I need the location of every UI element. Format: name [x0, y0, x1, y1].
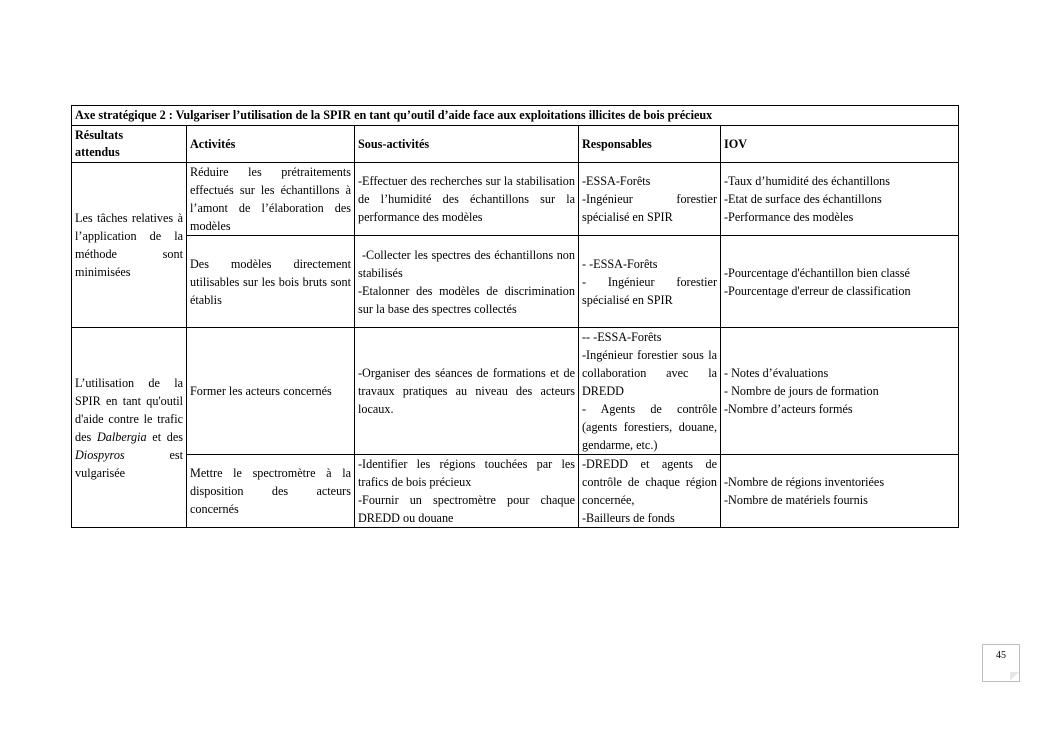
- iov-item: - Nombre de jours de formation: [724, 384, 879, 398]
- responsable-item: -- -ESSA-Forêts: [582, 330, 662, 344]
- responsables-cell: [579, 163, 721, 236]
- iov-item: -Performance des modèles: [724, 210, 854, 224]
- responsable-item: - Ingénieur forestier spécialisé en SPIR: [582, 274, 717, 307]
- sub-activity-item: -Identifier les régions touchées par les trafics de bois précieux: [358, 457, 575, 489]
- iov-item: - Notes d’évaluations: [724, 366, 829, 380]
- activity-cell: Former les acteurs concernés: [187, 328, 355, 455]
- sub-activity-cell: [355, 236, 579, 328]
- iov-item: -Pourcentage d'échantillon bien classé: [724, 265, 910, 280]
- responsables-cell: [579, 455, 721, 528]
- responsable-item: - Agents de contrôle (agents forestiers, douane, gendarme, etc.): [582, 402, 717, 452]
- page-number: 45: [996, 650, 1006, 661]
- header-sous-activites: Sous-activités: [355, 126, 579, 163]
- activity-cell: Mettre le spectromètre à la disposition des acteurs concernés: [187, 455, 355, 528]
- responsable-item: -Bailleurs de fonds: [582, 511, 675, 525]
- header-resultats-line2: attendus: [75, 145, 120, 159]
- result-text: L’utilisation de la SPIR en tant qu'outil d'aide contre le trafic des: [75, 375, 183, 444]
- header-iov: IOV: [721, 126, 959, 163]
- responsables-cell: [579, 328, 721, 455]
- responsables-cell: [579, 236, 721, 328]
- table-row: [72, 328, 959, 455]
- header-resultats-line1: Résultats: [75, 128, 124, 142]
- result-cell: [72, 328, 187, 528]
- responsable-item: -Ingénieur forestier spécialisé en SPIR: [582, 192, 717, 224]
- result-cell: Les tâches relatives à l’application de la méthode sont minimisées: [72, 163, 187, 328]
- header-resultats: [72, 126, 187, 163]
- responsable-item: - -ESSA-Forêts: [582, 256, 658, 271]
- result-species-diospyros: Diospyros: [75, 447, 125, 462]
- sub-activity-cell: [355, 455, 579, 528]
- sub-activity-item: -Collecter les spectres des échantillons non stabilisés: [358, 247, 575, 280]
- strategic-axis-table: [71, 105, 959, 528]
- result-species-dalbergia: Dalbergia: [96, 429, 147, 444]
- responsable-item: -ESSA-Forêts: [582, 174, 651, 188]
- iov-cell: [721, 163, 959, 236]
- result-text: et des: [152, 429, 184, 444]
- sub-activity-item: -Etalonner des modèles de discrimination sur la base des spectres collectés: [358, 283, 575, 316]
- iov-item: -Taux d’humidité des échantillons: [724, 174, 891, 188]
- table-row: [72, 236, 959, 328]
- iov-item: -Pourcentage d'erreur de classification: [724, 283, 911, 298]
- table-title: Axe stratégique 2 : Vulgariser l’utilisation de la SPIR en tant qu’outil d’aide face aux exploitations illicites de bois précieux: [72, 106, 959, 126]
- result-text: est vulgarisée: [75, 447, 183, 480]
- sub-activity-cell: -Organiser des séances de formations et de travaux pratiques au niveau des acteurs locaux.: [355, 328, 579, 455]
- iov-item: -Nombre d’acteurs formés: [724, 402, 853, 416]
- table-row: [72, 163, 959, 236]
- header-activites: Activités: [187, 126, 355, 163]
- iov-item: -Nombre de matériels fournis: [724, 493, 868, 507]
- iov-cell: [721, 328, 959, 455]
- iov-cell: [721, 455, 959, 528]
- header-row: [72, 126, 959, 163]
- iov-cell: [721, 236, 959, 328]
- iov-item: -Nombre de régions inventoriées: [724, 475, 885, 489]
- activity-cell: Réduire les prétraitements effectués sur les échantillons à l’amont de l’élaboration des modèles: [187, 163, 355, 236]
- sub-activity-cell: -Effectuer des recherches sur la stabilisation de l’humidité des échantillons sur la performance des modèles: [355, 163, 579, 236]
- iov-item: -Etat de surface des échantillons: [724, 192, 882, 206]
- page-number-box: [982, 644, 1020, 682]
- responsable-item: -DREDD et agents de contrôle de chaque région concernée,: [582, 457, 717, 507]
- responsable-item: -Ingénieur forestier sous la collaboration avec la DREDD: [582, 348, 717, 398]
- page-fold-icon: [1010, 672, 1019, 681]
- table-row: [72, 455, 959, 528]
- activity-cell: Des modèles directement utilisables sur les bois bruts sont établis: [187, 236, 355, 328]
- title-row: [72, 106, 959, 126]
- sub-activity-item: -Fournir un spectromètre pour chaque DREDD ou douane: [358, 493, 575, 525]
- header-responsables: Responsables: [579, 126, 721, 163]
